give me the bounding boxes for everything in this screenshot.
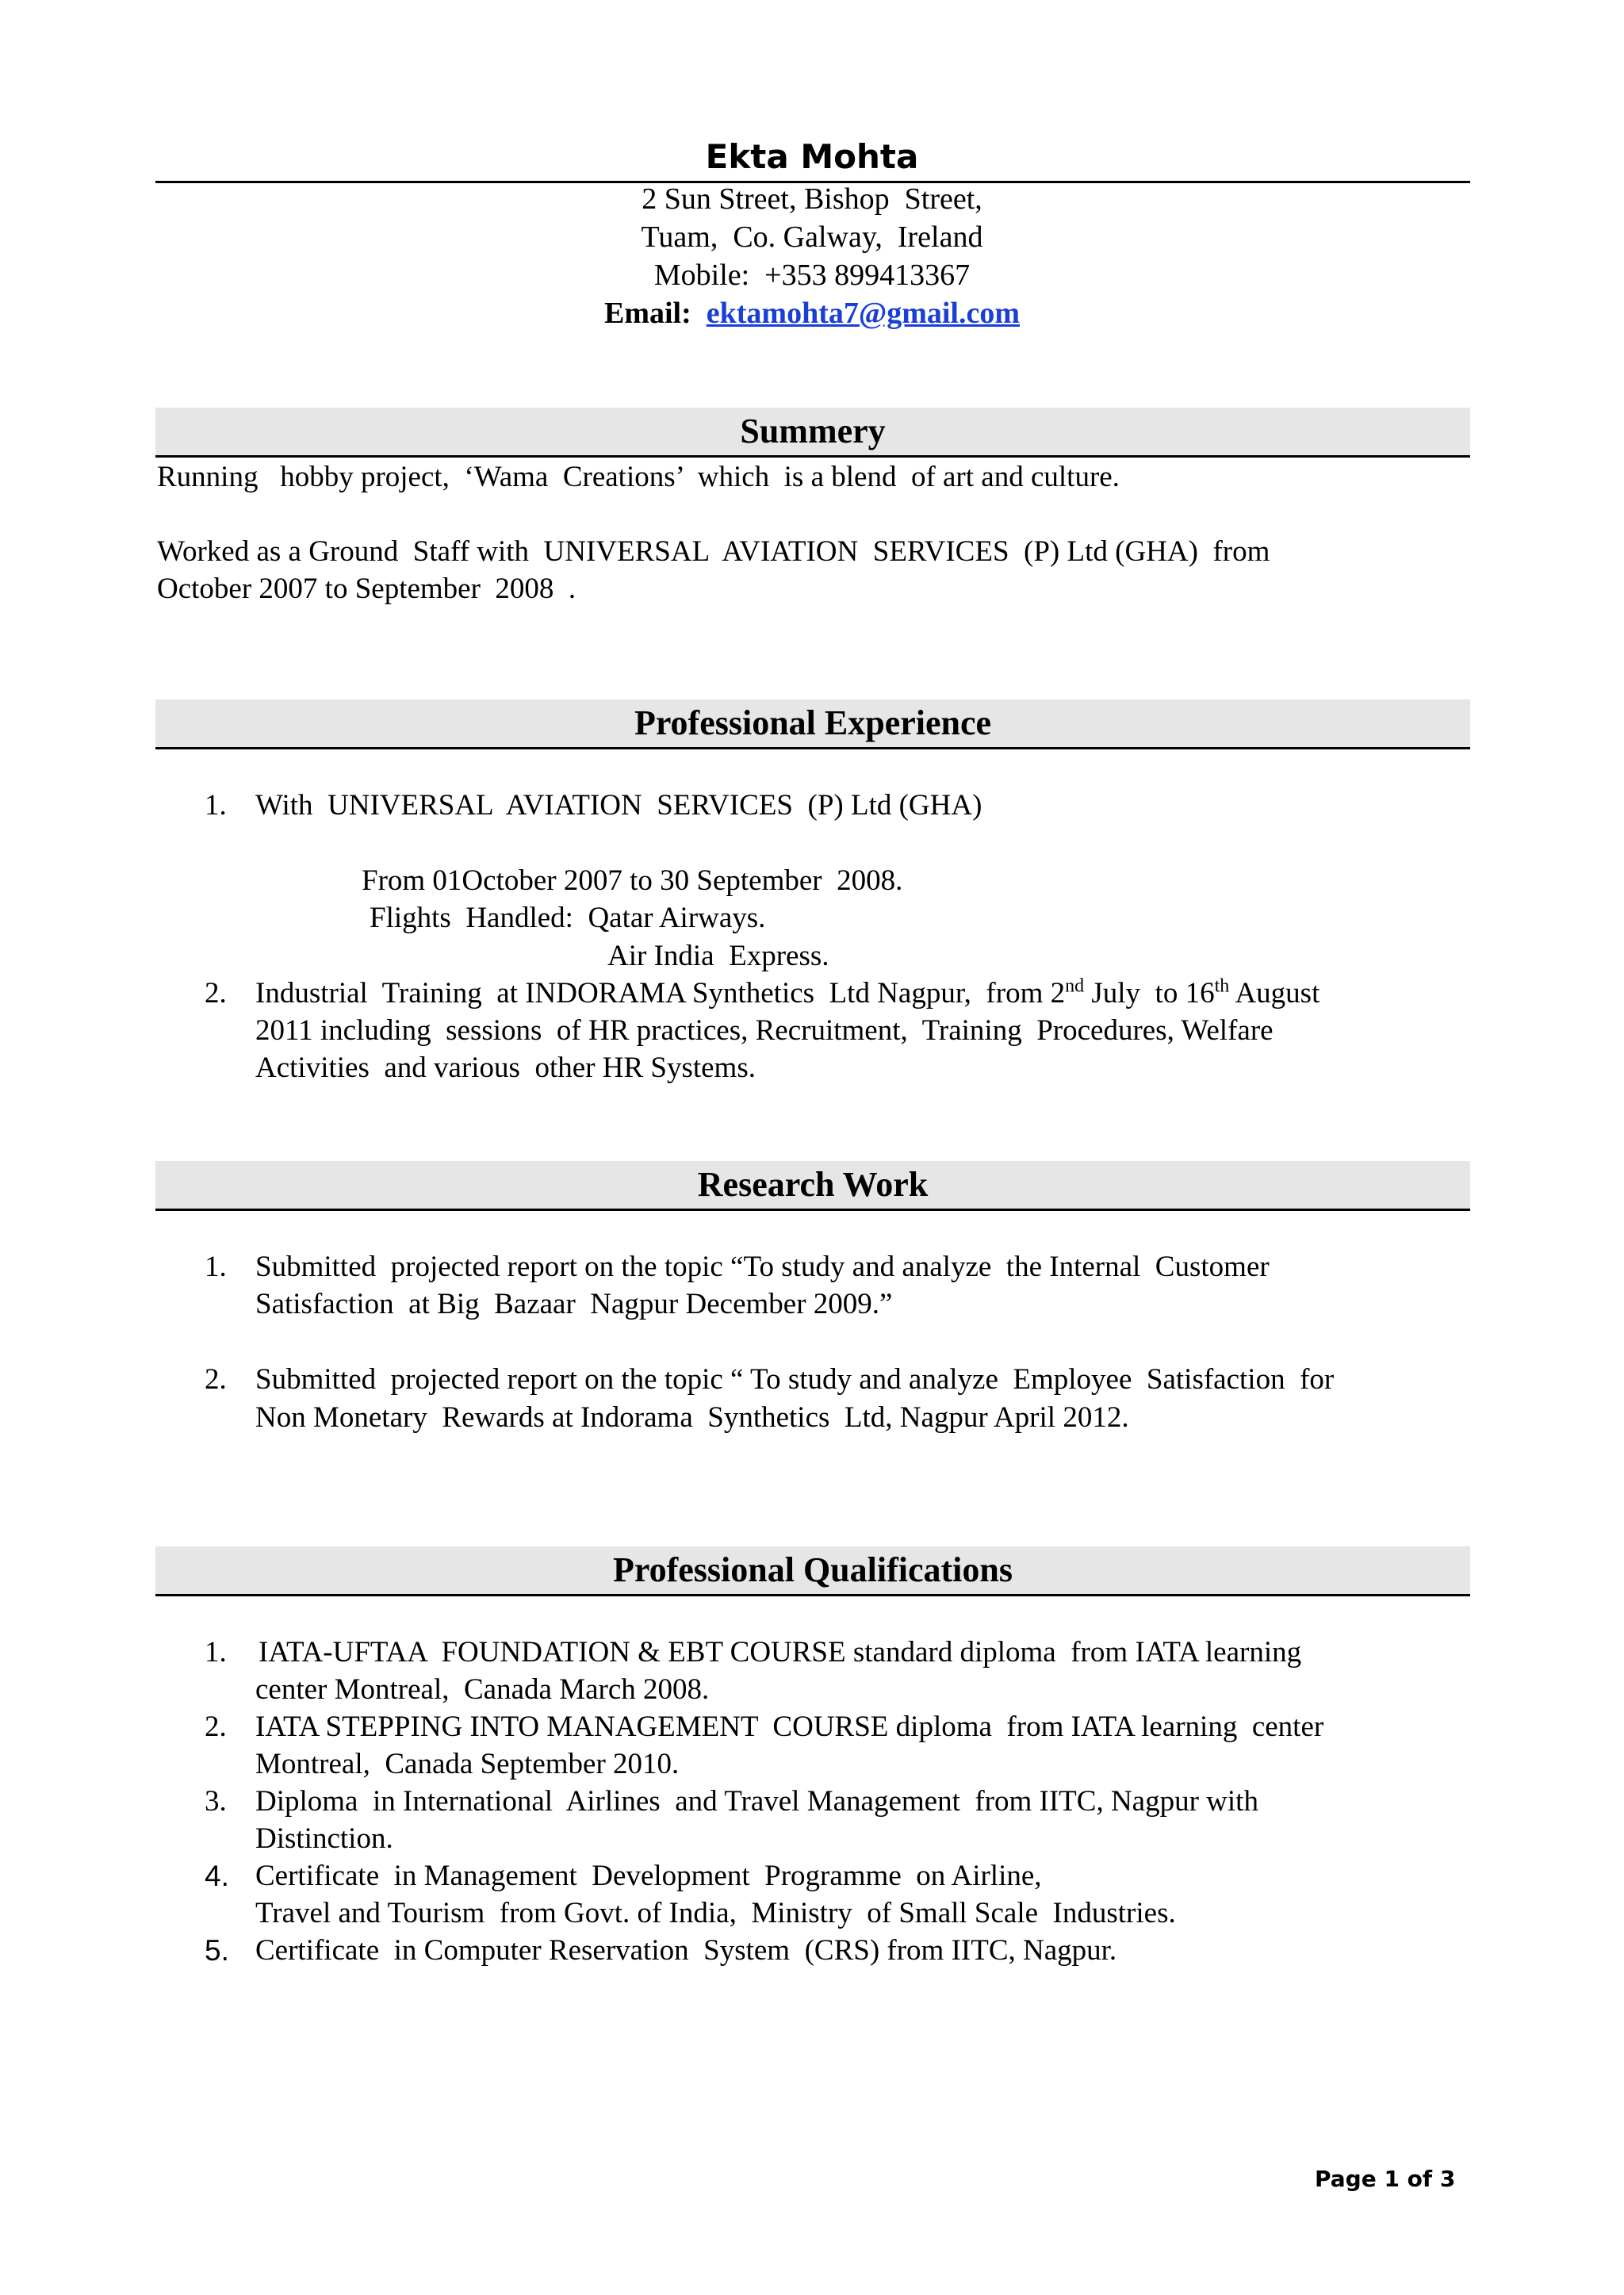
experience-item-2-line-1: Industrial Training at INDORAMA Synthetics Ltd Nagpur, from 2nd July to 16th August: [255, 975, 1320, 1010]
experience-item-1-text: With UNIVERSAL AVIATION SERVICES (P) Ltd (GHA): [255, 789, 982, 822]
qualification-item-2-line-1: IATA STEPPING INTO MANAGEMENT COURSE diploma from IATA learning center: [255, 1711, 1324, 1743]
page-number: Page 1 of 3: [1315, 2166, 1456, 2192]
qualification-item-1-line-1: IATA-UFTAA FOUNDATION & EBT COURSE standard diploma from IATA learning: [259, 1636, 1302, 1669]
qualifications-heading: Professional Qualifications: [155, 1546, 1470, 1596]
experience-item-2-line-2: 2011 including sessions of HR practices, Recruitment, Training Procedures, Welfare: [255, 1014, 1274, 1047]
address-line-2: Tuam, Co. Galway, Ireland: [641, 220, 983, 254]
research-item-2-line-1: Submitted projected report on the topic “ To study and analyze Employee Satisfaction for: [255, 1363, 1335, 1396]
research-heading: Research Work: [155, 1161, 1470, 1211]
summary-paragraph-1: Running hobby project, ‘Wama Creations’ which is a blend of art and culture.: [157, 461, 1120, 493]
list-number: 1.: [205, 789, 227, 822]
experience-item-2-line-3: Activities and various other HR Systems.: [255, 1052, 756, 1084]
list-number: 2.: [205, 1363, 227, 1396]
list-number: 2.: [205, 977, 227, 1010]
experience-item-1-dates: From 01October 2007 to 30 September 2008.: [362, 864, 903, 897]
address-line-1: 2 Sun Street, Bishop Street,: [642, 182, 982, 216]
qualification-item-1-line-2: center Montreal, Canada March 2008.: [255, 1673, 710, 1706]
email-line: [0, 295, 1624, 331]
qualification-item-5-line-1: Certificate in Computer Reservation System (CRS) from IITC, Nagpur.: [255, 1934, 1117, 1967]
list-number: 5.: [205, 1934, 229, 1967]
list-number: 1.: [205, 1636, 227, 1669]
experience-item-1-flights-2: Air India Express.: [607, 940, 829, 972]
experience-heading: Professional Experience: [155, 699, 1470, 749]
qualification-item-4-line-1: Certificate in Management Development Programme on Airline,: [255, 1860, 1042, 1892]
qualification-item-3-line-2: Distinction.: [255, 1822, 393, 1855]
research-item-1-line-1: Submitted projected report on the topic “To study and analyze the Internal Customer: [255, 1251, 1270, 1283]
email-label: Email:: [603, 297, 691, 330]
list-number: 1.: [205, 1251, 227, 1283]
research-item-2-line-2: Non Monetary Rewards at Indorama Synthetics Ltd, Nagpur April 2012.: [255, 1401, 1129, 1434]
candidate-name: Ekta Mohta: [705, 137, 919, 176]
summary-paragraph-2-line-1: Worked as a Ground Staff with UNIVERSAL AVIATION SERVICES (P) Ltd (GHA) from: [157, 535, 1270, 568]
research-item-1-line-2: Satisfaction at Big Bazaar Nagpur December 2009.”: [255, 1288, 893, 1320]
list-number: 4.: [205, 1860, 229, 1892]
email-link[interactable]: ektamohta7@gmail.com: [706, 297, 1020, 330]
qualification-item-2-line-2: Montreal, Canada September 2010.: [255, 1748, 680, 1780]
summary-paragraph-2-line-2: October 2007 to September 2008 .: [157, 573, 576, 605]
experience-item-1-flights: Flights Handled: Qatar Airways.: [370, 902, 766, 934]
mobile-line: Mobile: +353 899413367: [653, 259, 971, 292]
list-number: 3.: [205, 1785, 227, 1818]
qualification-item-4-line-2: Travel and Tourism from Govt. of India, Ministry of Small Scale Industries.: [255, 1897, 1176, 1929]
qualification-item-3-line-1: Diploma in International Airlines and Travel Management from IITC, Nagpur with: [255, 1785, 1258, 1818]
list-number: 2.: [205, 1711, 227, 1743]
summary-heading: Summery: [155, 408, 1470, 458]
